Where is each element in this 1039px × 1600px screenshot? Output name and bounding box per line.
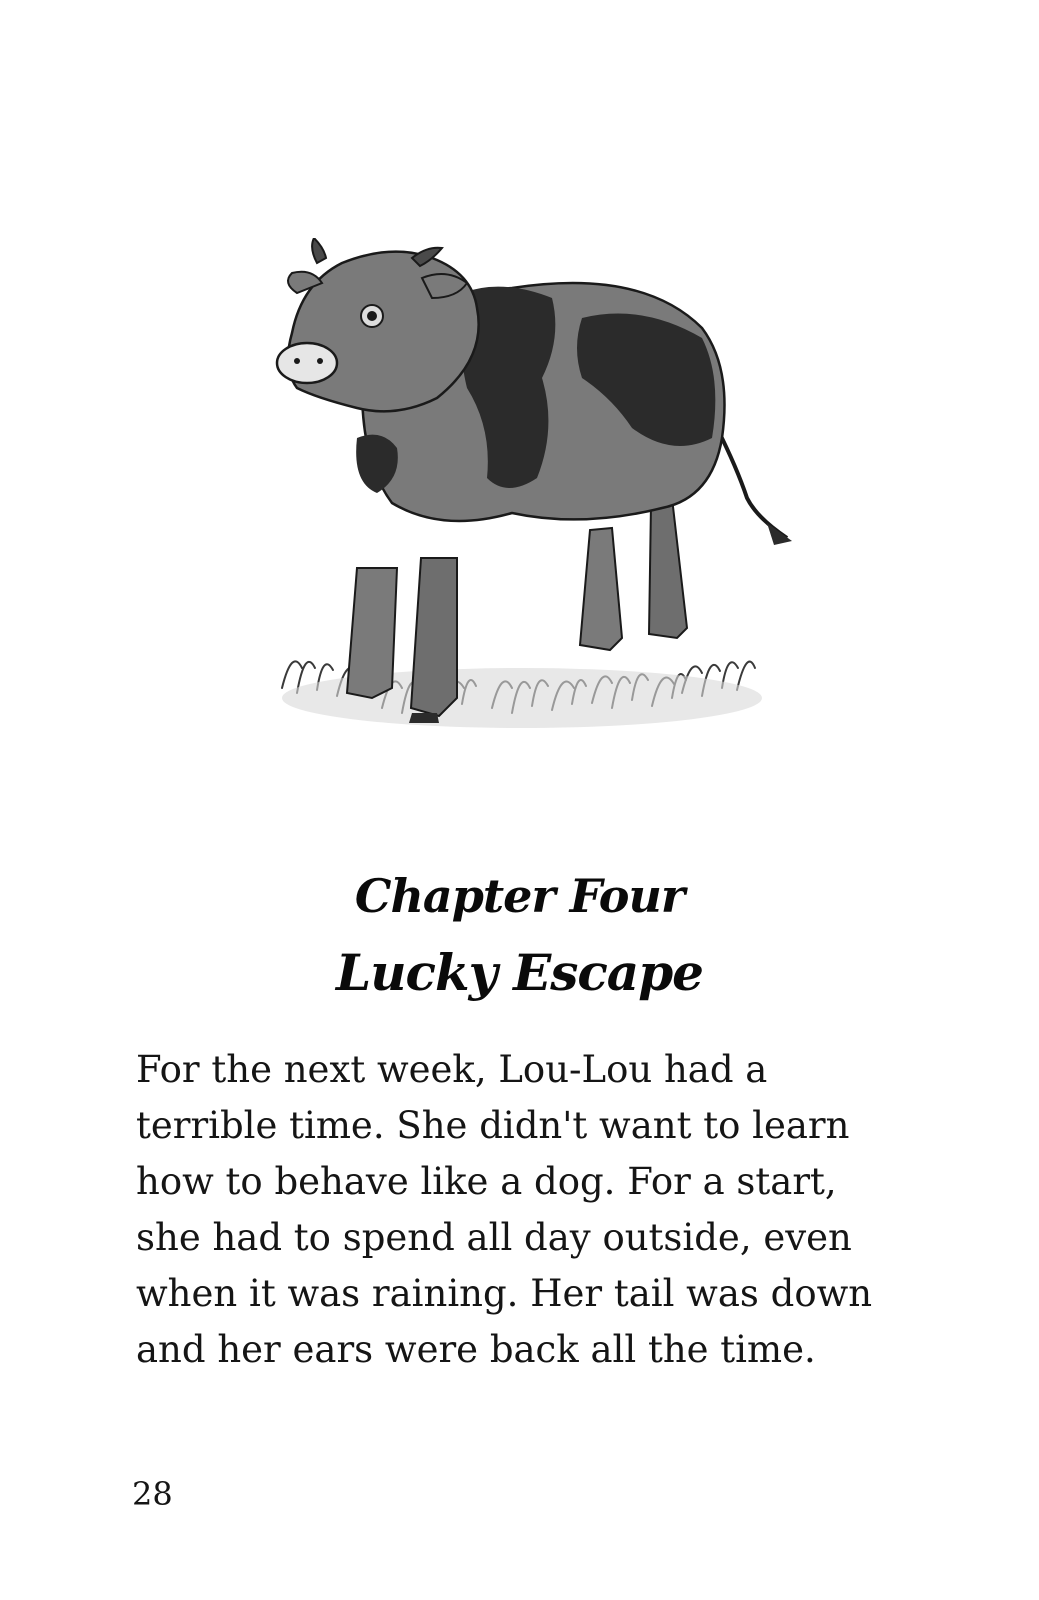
body-line: she had to spend all day outside, even (136, 1216, 852, 1259)
body-paragraph (136, 1042, 916, 1378)
cow-muzzle (277, 343, 337, 383)
cow-tail (717, 428, 787, 538)
chapter-title: Lucky Escape (336, 943, 703, 1002)
chapter-number: Chapter Four (354, 869, 685, 923)
body-line: when it was raining. Her tail was down (136, 1272, 873, 1315)
page-number: 28 (132, 1475, 173, 1513)
cow-hind-leg (580, 528, 622, 650)
body-line: terrible time. She didn't want to learn (136, 1104, 850, 1147)
cow-illustration (262, 238, 802, 768)
body-line: and her ears were back all the time. (136, 1328, 816, 1371)
body-line: how to behave like a dog. For a start, (136, 1160, 837, 1203)
body-line: For the next week, Lou-Lou had a (136, 1048, 768, 1091)
cow-front-leg (347, 568, 397, 698)
